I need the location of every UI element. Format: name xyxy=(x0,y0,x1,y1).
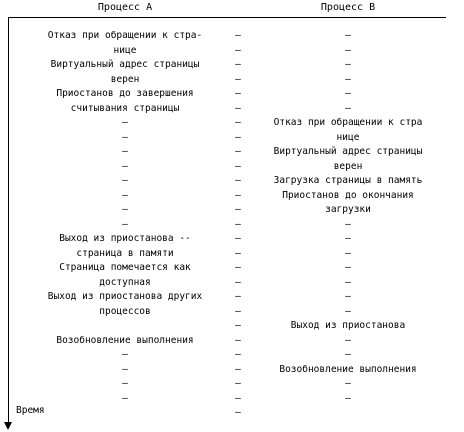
process-a-cell: процессов xyxy=(99,305,151,317)
table-row xyxy=(0,131,464,146)
process-b-cell: – xyxy=(345,73,351,85)
process-a-cell: – xyxy=(122,131,128,143)
separator-cell: – xyxy=(235,73,241,85)
table-row xyxy=(0,276,464,291)
process-b-cell: – xyxy=(345,276,351,288)
separator-cell: – xyxy=(235,407,241,418)
table-row xyxy=(0,363,464,378)
process-b-cell: Выход из приостанова xyxy=(290,320,406,331)
process-b-cell: Приостанов до окончания xyxy=(282,189,414,201)
process-a-cell: – xyxy=(122,378,128,389)
process-b-cell: – xyxy=(345,30,351,41)
process-a-cell: Отказ при обращении к стра- xyxy=(47,30,203,41)
table-row xyxy=(0,305,464,320)
table-row xyxy=(0,290,464,305)
process-b-cell: – xyxy=(345,392,351,404)
table-row xyxy=(0,87,464,102)
table-row xyxy=(0,203,464,218)
separator-cell: – xyxy=(235,291,241,302)
process-a-cell: – xyxy=(122,363,128,375)
process-a-cell: – xyxy=(122,189,128,201)
process-a-cell: Выход из приостанова -- xyxy=(59,233,191,244)
process-a-cell: Выход из приостанова других xyxy=(47,291,203,302)
table-row xyxy=(0,160,464,175)
separator-cell: – xyxy=(235,146,241,157)
separator-cell: – xyxy=(235,218,241,230)
process-b-cell: Отказ при обращении к стра xyxy=(273,117,423,128)
process-a-cell: Виртуальный адрес страницы xyxy=(50,59,200,70)
process-a-cell: – xyxy=(122,392,128,404)
table-row xyxy=(0,247,464,262)
separator-cell: – xyxy=(235,262,241,273)
process-b-cell: нице xyxy=(336,131,360,143)
process-a-cell: Приостанов до завершения xyxy=(56,88,194,99)
header-rule xyxy=(8,17,446,18)
time-axis-label: Время xyxy=(16,405,45,416)
process-b-header: Процесс B xyxy=(320,2,376,13)
process-b-cell: – xyxy=(345,88,351,99)
separator-cell: – xyxy=(235,189,241,201)
table-row xyxy=(0,116,464,131)
table-row xyxy=(0,319,464,334)
separator-cell: – xyxy=(235,59,241,70)
process-a-cell: – xyxy=(122,349,128,360)
process-b-cell: – xyxy=(345,59,351,70)
separator-cell: – xyxy=(235,247,241,259)
table-row xyxy=(0,189,464,204)
separator-cell: – xyxy=(235,276,241,288)
process-a-cell: – xyxy=(122,175,128,186)
separator-cell: – xyxy=(235,378,241,389)
separator-cell: – xyxy=(235,320,241,331)
process-a-cell: страница в памяти xyxy=(76,247,174,259)
table-row xyxy=(0,174,464,189)
process-a-cell: считывания страницы xyxy=(70,102,180,114)
process-b-cell: Возобновление выполнения xyxy=(279,363,417,375)
table-row xyxy=(0,392,464,407)
process-b-cell: – xyxy=(345,247,351,259)
table-row xyxy=(0,218,464,233)
separator-cell: – xyxy=(235,363,241,375)
process-b-cell: Виртуальный адрес страницы xyxy=(273,146,423,157)
table-row xyxy=(0,261,464,276)
process-a-cell: – xyxy=(122,218,128,230)
process-a-cell: – xyxy=(122,117,128,128)
table-row xyxy=(0,406,464,421)
separator-cell: – xyxy=(235,349,241,360)
process-a-cell: – xyxy=(122,160,128,172)
process-b-cell: – xyxy=(345,44,351,56)
process-a-cell: верен xyxy=(110,73,140,85)
separator-cell: – xyxy=(235,204,241,215)
table-row xyxy=(0,377,464,392)
process-b-cell: – xyxy=(345,102,351,114)
separator-cell: – xyxy=(235,117,241,128)
process-a-cell: доступная xyxy=(99,276,151,288)
process-a-cell: – xyxy=(122,146,128,157)
process-b-cell: Загрузка страницы в память xyxy=(273,175,423,186)
separator-cell: – xyxy=(235,334,241,346)
table-row xyxy=(0,58,464,73)
process-b-cell: – xyxy=(345,349,351,360)
table-row xyxy=(0,145,464,160)
table-row xyxy=(0,102,464,117)
table-row xyxy=(0,334,464,349)
process-b-cell: – xyxy=(345,291,351,302)
separator-cell: – xyxy=(235,44,241,56)
process-b-cell: – xyxy=(345,378,351,389)
process-a-cell: – xyxy=(122,204,128,215)
time-axis-arrow-icon xyxy=(4,422,12,430)
separator-cell: – xyxy=(235,392,241,404)
process-a-cell: Страница помечается как xyxy=(59,262,191,273)
process-a-cell: нице xyxy=(113,44,137,56)
timeline-rows xyxy=(0,29,464,421)
process-b-cell: загрузки xyxy=(325,204,371,215)
table-row xyxy=(0,348,464,363)
table-row xyxy=(0,29,464,44)
separator-cell: – xyxy=(235,305,241,317)
separator-cell: – xyxy=(235,175,241,186)
process-b-cell: – xyxy=(345,305,351,317)
process-a-header: Процесс A xyxy=(97,2,153,13)
table-row xyxy=(0,73,464,88)
separator-cell: – xyxy=(235,102,241,114)
process-a-cell: Возобновление выполнения xyxy=(56,334,194,346)
process-b-cell: – xyxy=(345,334,351,346)
table-row xyxy=(0,44,464,59)
separator-cell: – xyxy=(235,88,241,99)
process-b-cell: – xyxy=(345,218,351,230)
separator-cell: – xyxy=(235,233,241,244)
process-b-cell: – xyxy=(345,262,351,273)
process-b-cell: верен xyxy=(333,160,363,172)
separator-cell: – xyxy=(235,131,241,143)
table-row xyxy=(0,232,464,247)
process-b-cell: – xyxy=(345,233,351,244)
separator-cell: – xyxy=(235,160,241,172)
separator-cell: – xyxy=(235,30,241,41)
